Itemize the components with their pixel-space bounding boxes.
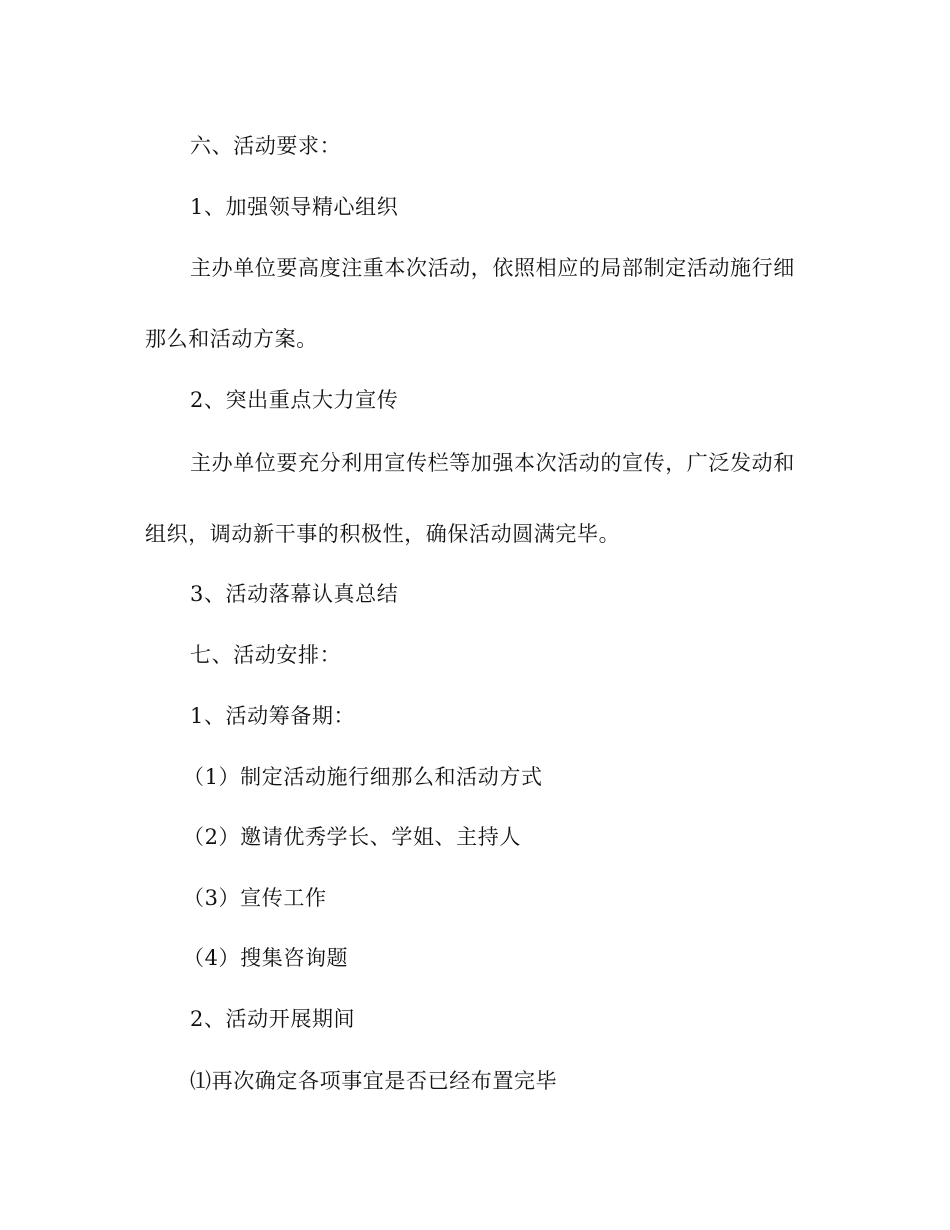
section-heading-arrangement: 七、活动安排：: [190, 643, 342, 667]
paragraph-publicity-line-1: 主办单位要充分利用宣传栏等加强本次活动的宣传，广泛发动和: [190, 451, 795, 475]
list-item-execution-1: ⑴再次确定各项事宜是否已经布置完毕: [190, 1069, 558, 1093]
paragraph-organizer-line-2: 那么和活动方案。: [145, 327, 318, 351]
list-item-2: （2）邀请优秀学长、学姐、主持人: [183, 825, 521, 849]
paragraph-organizer-line-1: 主办单位要高度注重本次活动，依照相应的局部制定活动施行细: [190, 256, 795, 280]
list-item-3: （3）宣传工作: [183, 886, 327, 910]
list-item-1: （1）制定活动施行细那么和活动方式: [183, 765, 543, 789]
subheading-leadership: 1、加强领导精心组织: [190, 195, 399, 219]
paragraph-publicity-line-2: 组织，调动新干事的积极性，确保活动圆满完毕。: [145, 522, 621, 546]
subheading-execution: 2、活动开展期间: [190, 1007, 356, 1031]
subheading-publicity: 2、突出重点大力宣传: [190, 388, 399, 412]
subheading-preparation: 1、活动筹备期：: [190, 704, 356, 728]
list-item-4: （4）搜集咨询题: [183, 946, 349, 970]
section-heading-requirements: 六、活动要求：: [190, 134, 342, 158]
subheading-summary: 3、活动落幕认真总结: [190, 582, 399, 606]
